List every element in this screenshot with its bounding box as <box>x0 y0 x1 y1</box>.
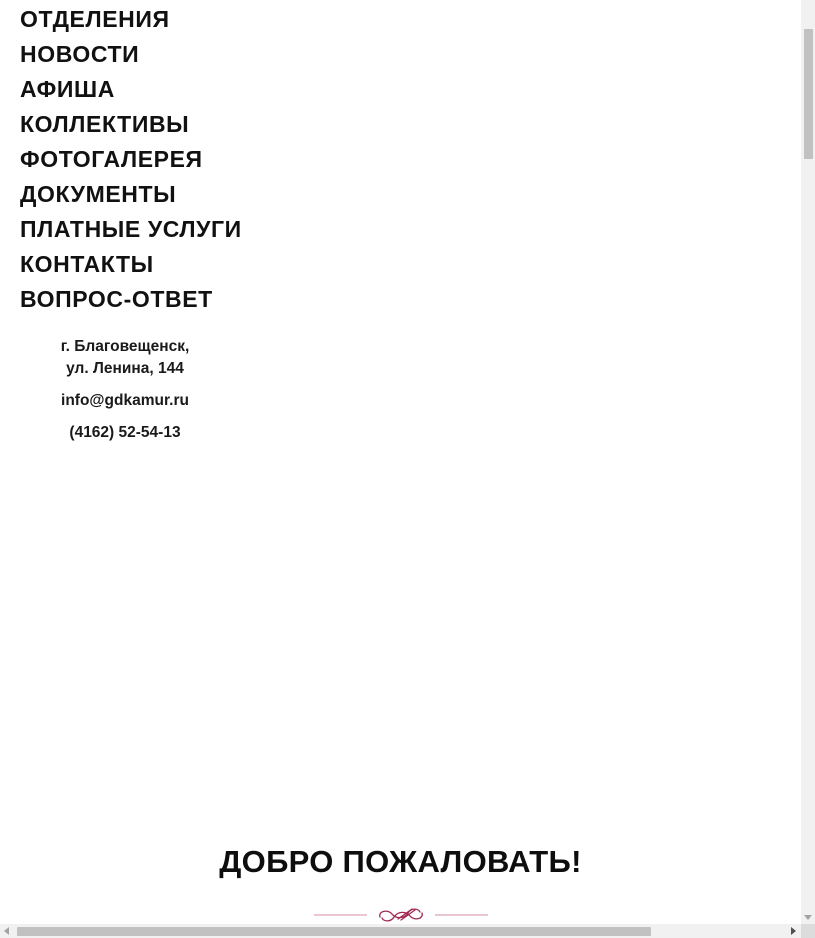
nav-item-photogallery[interactable]: ФОТОГАЛЕРЕЯ <box>20 146 203 172</box>
horizontal-scrollbar-thumb[interactable] <box>17 927 651 936</box>
vertical-scrollbar-thumb[interactable] <box>804 29 813 159</box>
contact-info <box>20 336 230 444</box>
email-link[interactable]: info@gdkamur.ru <box>61 392 189 409</box>
nav-item-paid-services[interactable]: ПЛАТНЫЕ УСЛУГИ <box>20 216 242 242</box>
nav-item-faq[interactable]: ВОПРОС-ОТВЕТ <box>20 286 213 312</box>
nav-item-poster[interactable]: АФИША <box>20 76 115 102</box>
horizontal-scrollbar[interactable] <box>0 924 801 938</box>
nav-item-documents[interactable]: ДОКУМЕНТЫ <box>20 181 177 207</box>
scroll-left-arrow-icon[interactable] <box>4 927 9 935</box>
address-line-city: г. Благовещенск, <box>60 338 190 355</box>
nav-item-contacts[interactable]: КОНТАКТЫ <box>20 251 154 277</box>
scroll-right-arrow-icon[interactable] <box>791 927 796 935</box>
phone-link[interactable]: (4162) 52-54-13 <box>69 424 181 441</box>
nav-item-collectives[interactable]: КОЛЛЕКТИВЫ <box>20 111 190 137</box>
main-nav <box>20 6 242 321</box>
nav-item-news[interactable]: НОВОСТИ <box>20 41 140 67</box>
vertical-scrollbar[interactable] <box>801 0 815 924</box>
scroll-down-arrow-icon[interactable] <box>804 915 812 920</box>
scrollbar-corner <box>801 924 815 938</box>
welcome-heading: ДОБРО ПОЖАЛОВАТЬ! <box>219 844 582 879</box>
address-line-street: ул. Ленина, 144 <box>66 360 184 377</box>
nav-item-departments[interactable]: ОТДЕЛЕНИЯ <box>20 6 170 32</box>
ornament-divider-icon <box>312 905 490 924</box>
